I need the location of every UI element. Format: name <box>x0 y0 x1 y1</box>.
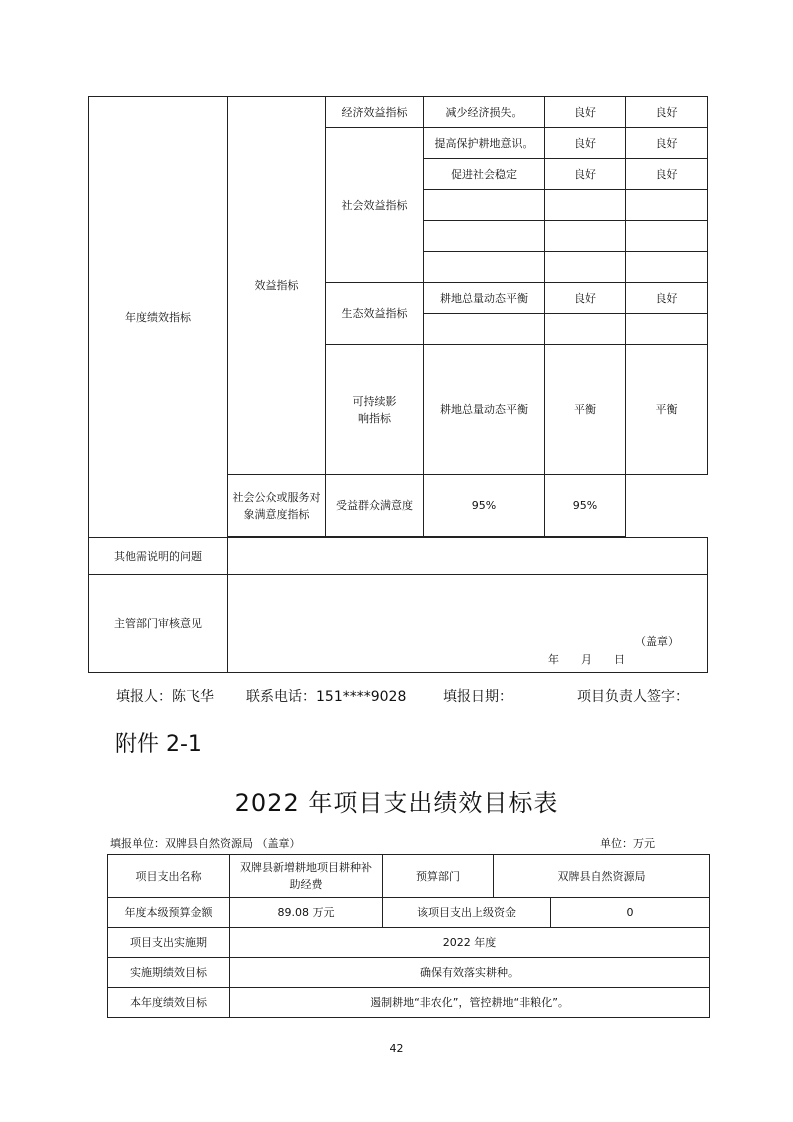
upper-funds-label: 该项目支出上级资金 <box>383 898 551 928</box>
benefit-indicator-label: 效益指标 <box>228 97 326 475</box>
budget-dept-value: 双牌县自然资源局 <box>494 855 710 898</box>
empty-cell <box>626 190 708 221</box>
review-opinion-label: 主管部门审核意见 <box>89 575 228 673</box>
satisfaction-target: 95% <box>424 475 545 537</box>
satisfaction-actual: 95% <box>545 475 626 537</box>
economic-indicator: 减少经济损失。 <box>424 97 545 128</box>
social-actual-2: 良好 <box>626 159 708 190</box>
ecological-target: 良好 <box>545 283 626 314</box>
currency-unit: 单位：万元 <box>600 837 655 850</box>
social-target-2: 良好 <box>545 159 626 190</box>
seal-text: （盖章） <box>635 635 679 648</box>
review-date: 年 月 日 <box>548 653 625 666</box>
empty-cell <box>424 190 545 221</box>
sustainable-target: 平衡 <box>545 345 626 475</box>
empty-cell <box>424 314 545 345</box>
economic-actual: 良好 <box>626 97 708 128</box>
empty-cell <box>545 221 626 252</box>
annual-indicator-label: 年度绩效指标 <box>89 97 228 538</box>
social-indicator-2: 促进社会稳定 <box>424 159 545 190</box>
attachment-label: 附件 2-1 <box>115 732 202 757</box>
social-actual-1: 良好 <box>626 128 708 159</box>
empty-cell <box>626 314 708 345</box>
period-goal-label: 实施期绩效目标 <box>108 958 230 988</box>
page-number: 42 <box>389 1042 404 1055</box>
fill-date: 填报日期： <box>443 689 513 705</box>
empty-cell <box>626 221 708 252</box>
filler-name: 填报人：陈飞华 <box>116 689 214 705</box>
annual-budget-value: 89.08 万元 <box>230 898 383 928</box>
project-name-value: 双牌县新增耕地项目耕种补助经费 <box>230 855 383 898</box>
project-expenditure-table <box>107 854 710 1018</box>
empty-cell <box>545 252 626 283</box>
empty-cell <box>424 252 545 283</box>
review-opinion-value <box>228 575 708 673</box>
page-title: 2022 年项目支出绩效目标表 <box>234 789 559 817</box>
ecological-benefit-label: 生态效益指标 <box>326 283 424 345</box>
sustainable-indicator: 耕地总量动态平衡 <box>424 345 545 475</box>
ecological-actual: 良好 <box>626 283 708 314</box>
empty-cell <box>545 314 626 345</box>
social-benefit-label: 社会效益指标 <box>326 128 424 283</box>
satisfaction-indicator-label: 社会公众或服务对象满意度指标 <box>228 475 326 537</box>
implementation-period-label: 项目支出实施期 <box>108 928 230 958</box>
economic-target: 良好 <box>545 97 626 128</box>
annual-budget-label: 年度本级预算金额 <box>108 898 230 928</box>
economic-benefit-label: 经济效益指标 <box>326 97 424 128</box>
upper-funds-value: 0 <box>551 898 710 928</box>
contact-phone: 联系电话：151****9028 <box>246 689 407 705</box>
filling-unit: 填报单位：双牌县自然资源局 （盖章） <box>110 837 301 850</box>
sustainable-actual: 平衡 <box>626 345 708 475</box>
annual-goal-value: 遏制耕地“非农化”，管控耕地“非粮化”。 <box>230 988 710 1018</box>
period-goal-value: 确保有效落实耕种。 <box>230 958 710 988</box>
performance-indicator-table <box>88 96 708 673</box>
project-name-label: 项目支出名称 <box>108 855 230 898</box>
other-issues-value <box>228 538 708 575</box>
social-indicator-1: 提高保护耕地意识。 <box>424 128 545 159</box>
budget-dept-label: 预算部门 <box>383 855 494 898</box>
empty-cell <box>626 252 708 283</box>
empty-cell <box>545 190 626 221</box>
empty-cell <box>424 221 545 252</box>
annual-goal-label: 本年度绩效目标 <box>108 988 230 1018</box>
implementation-period-value: 2022 年度 <box>230 928 710 958</box>
leader-signature: 项目负责人签字： <box>577 689 689 705</box>
ecological-indicator: 耕地总量动态平衡 <box>424 283 545 314</box>
other-issues-label: 其他需说明的问题 <box>89 538 228 575</box>
social-target-1: 良好 <box>545 128 626 159</box>
satisfaction-indicator: 受益群众满意度 <box>326 475 424 537</box>
sustainable-impact-label: 可持续影响指标 <box>326 345 424 475</box>
